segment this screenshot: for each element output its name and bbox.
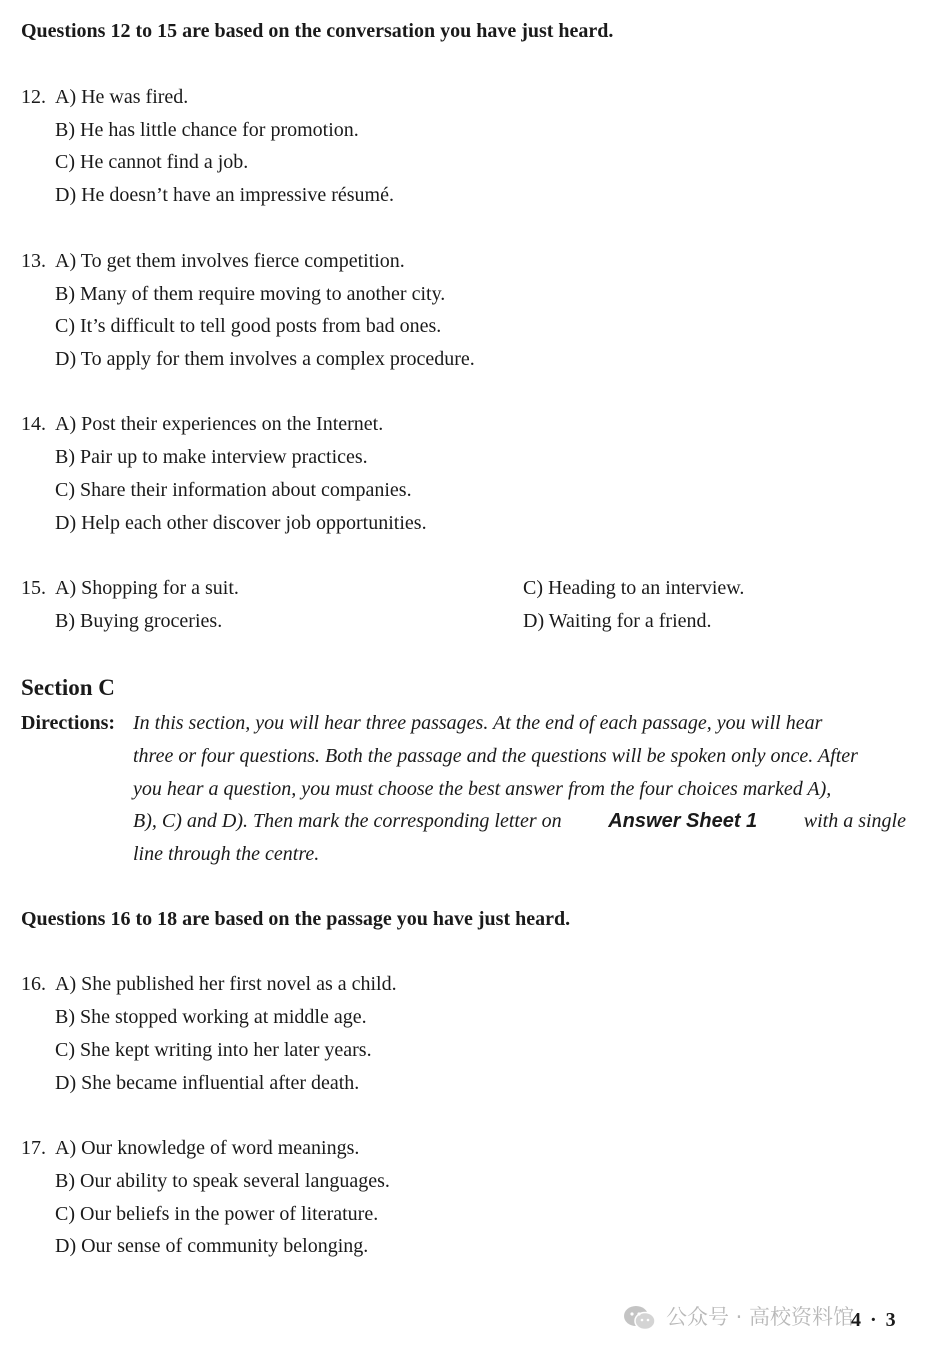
q13-option-a: A) To get them involves fierce competition. [55,250,405,272]
q17-option-d: D) Our sense of community belonging. [55,1235,369,1257]
q16-option-a: A) She published her first novel as a child. [55,973,397,995]
q15-option-a: A) Shopping for a suit. [55,577,239,599]
directions-text-1: In this section, you will hear three passages. At the end of each passage, you will hear [133,712,823,734]
q15-option-d: D) Waiting for a friend. [523,610,712,632]
question-number-17: 17. [21,1137,46,1159]
q15-option-c: C) Heading to an interview. [523,577,745,599]
directions-line-2 [133,743,906,769]
directions-text-5: line through the centre. [133,843,320,865]
q13-option-b: B) Many of them require moving to another city. [55,283,446,305]
q16-option-d: D) She became influential after death. [55,1072,360,1094]
question-number-16: 16. [21,973,46,995]
page-number: 4 · 3 [851,1309,898,1331]
directions-text-2: three or four questions. Both the passage and the questions will be spoken only once. After [133,745,858,767]
directions-line-4 [133,808,906,834]
directions-line-1 [133,710,906,736]
q14-option-a: A) Post their experiences on the Internet. [55,413,384,435]
q17-option-c: C) Our beliefs in the power of literature. [55,1203,379,1225]
question-number-12: 12. [21,86,46,108]
q16-option-c: C) She kept writing into her later years. [55,1039,372,1061]
q14-option-b: B) Pair up to make interview practices. [55,446,368,468]
answer-sheet-reference: Answer Sheet 1 [608,810,758,832]
questions-header-12-15: Questions 12 to 15 are based on the conversation you have just heard. [21,20,614,42]
q15-option-b: B) Buying groceries. [55,610,223,632]
q12-option-d: D) He doesn’t have an impressive résumé. [55,184,394,206]
directions-text-4b: with a single [803,810,906,832]
q17-option-b: B) Our ability to speak several languages. [55,1170,390,1192]
question-number-14: 14. [21,413,46,435]
q13-option-d: D) To apply for them involves a complex procedure. [55,348,475,370]
directions-label: Directions: [21,712,116,734]
question-number-15: 15. [21,577,46,599]
q12-option-c: C) He cannot find a job. [55,151,249,173]
q12-option-a: A) He was fired. [55,86,189,108]
q14-option-c: C) Share their information about companies. [55,479,412,501]
question-number-13: 13. [21,250,46,272]
q13-option-c: C) It’s difficult to tell good posts from bad ones. [55,315,442,337]
q12-option-b: B) He has little chance for promotion. [55,119,359,141]
q17-option-a: A) Our knowledge of word meanings. [55,1137,360,1159]
q14-option-d: D) Help each other discover job opportunities. [55,512,427,534]
watermark-text: 公众号 · 高校资料馆 [666,1305,855,1329]
directions-text-3: you hear a question, you must choose the best answer from the four choices marked A), [133,778,832,800]
directions-line-3 [133,776,906,802]
section-title: Section C [21,675,115,700]
directions-text-4a: B), C) and D). Then mark the corresponding letter on [133,810,562,832]
questions-header-16-18: Questions 16 to 18 are based on the passage you have just heard. [21,908,571,930]
q16-option-b: B) She stopped working at middle age. [55,1006,367,1028]
directions-line-5 [133,841,906,867]
wechat-icon [622,1304,658,1332]
